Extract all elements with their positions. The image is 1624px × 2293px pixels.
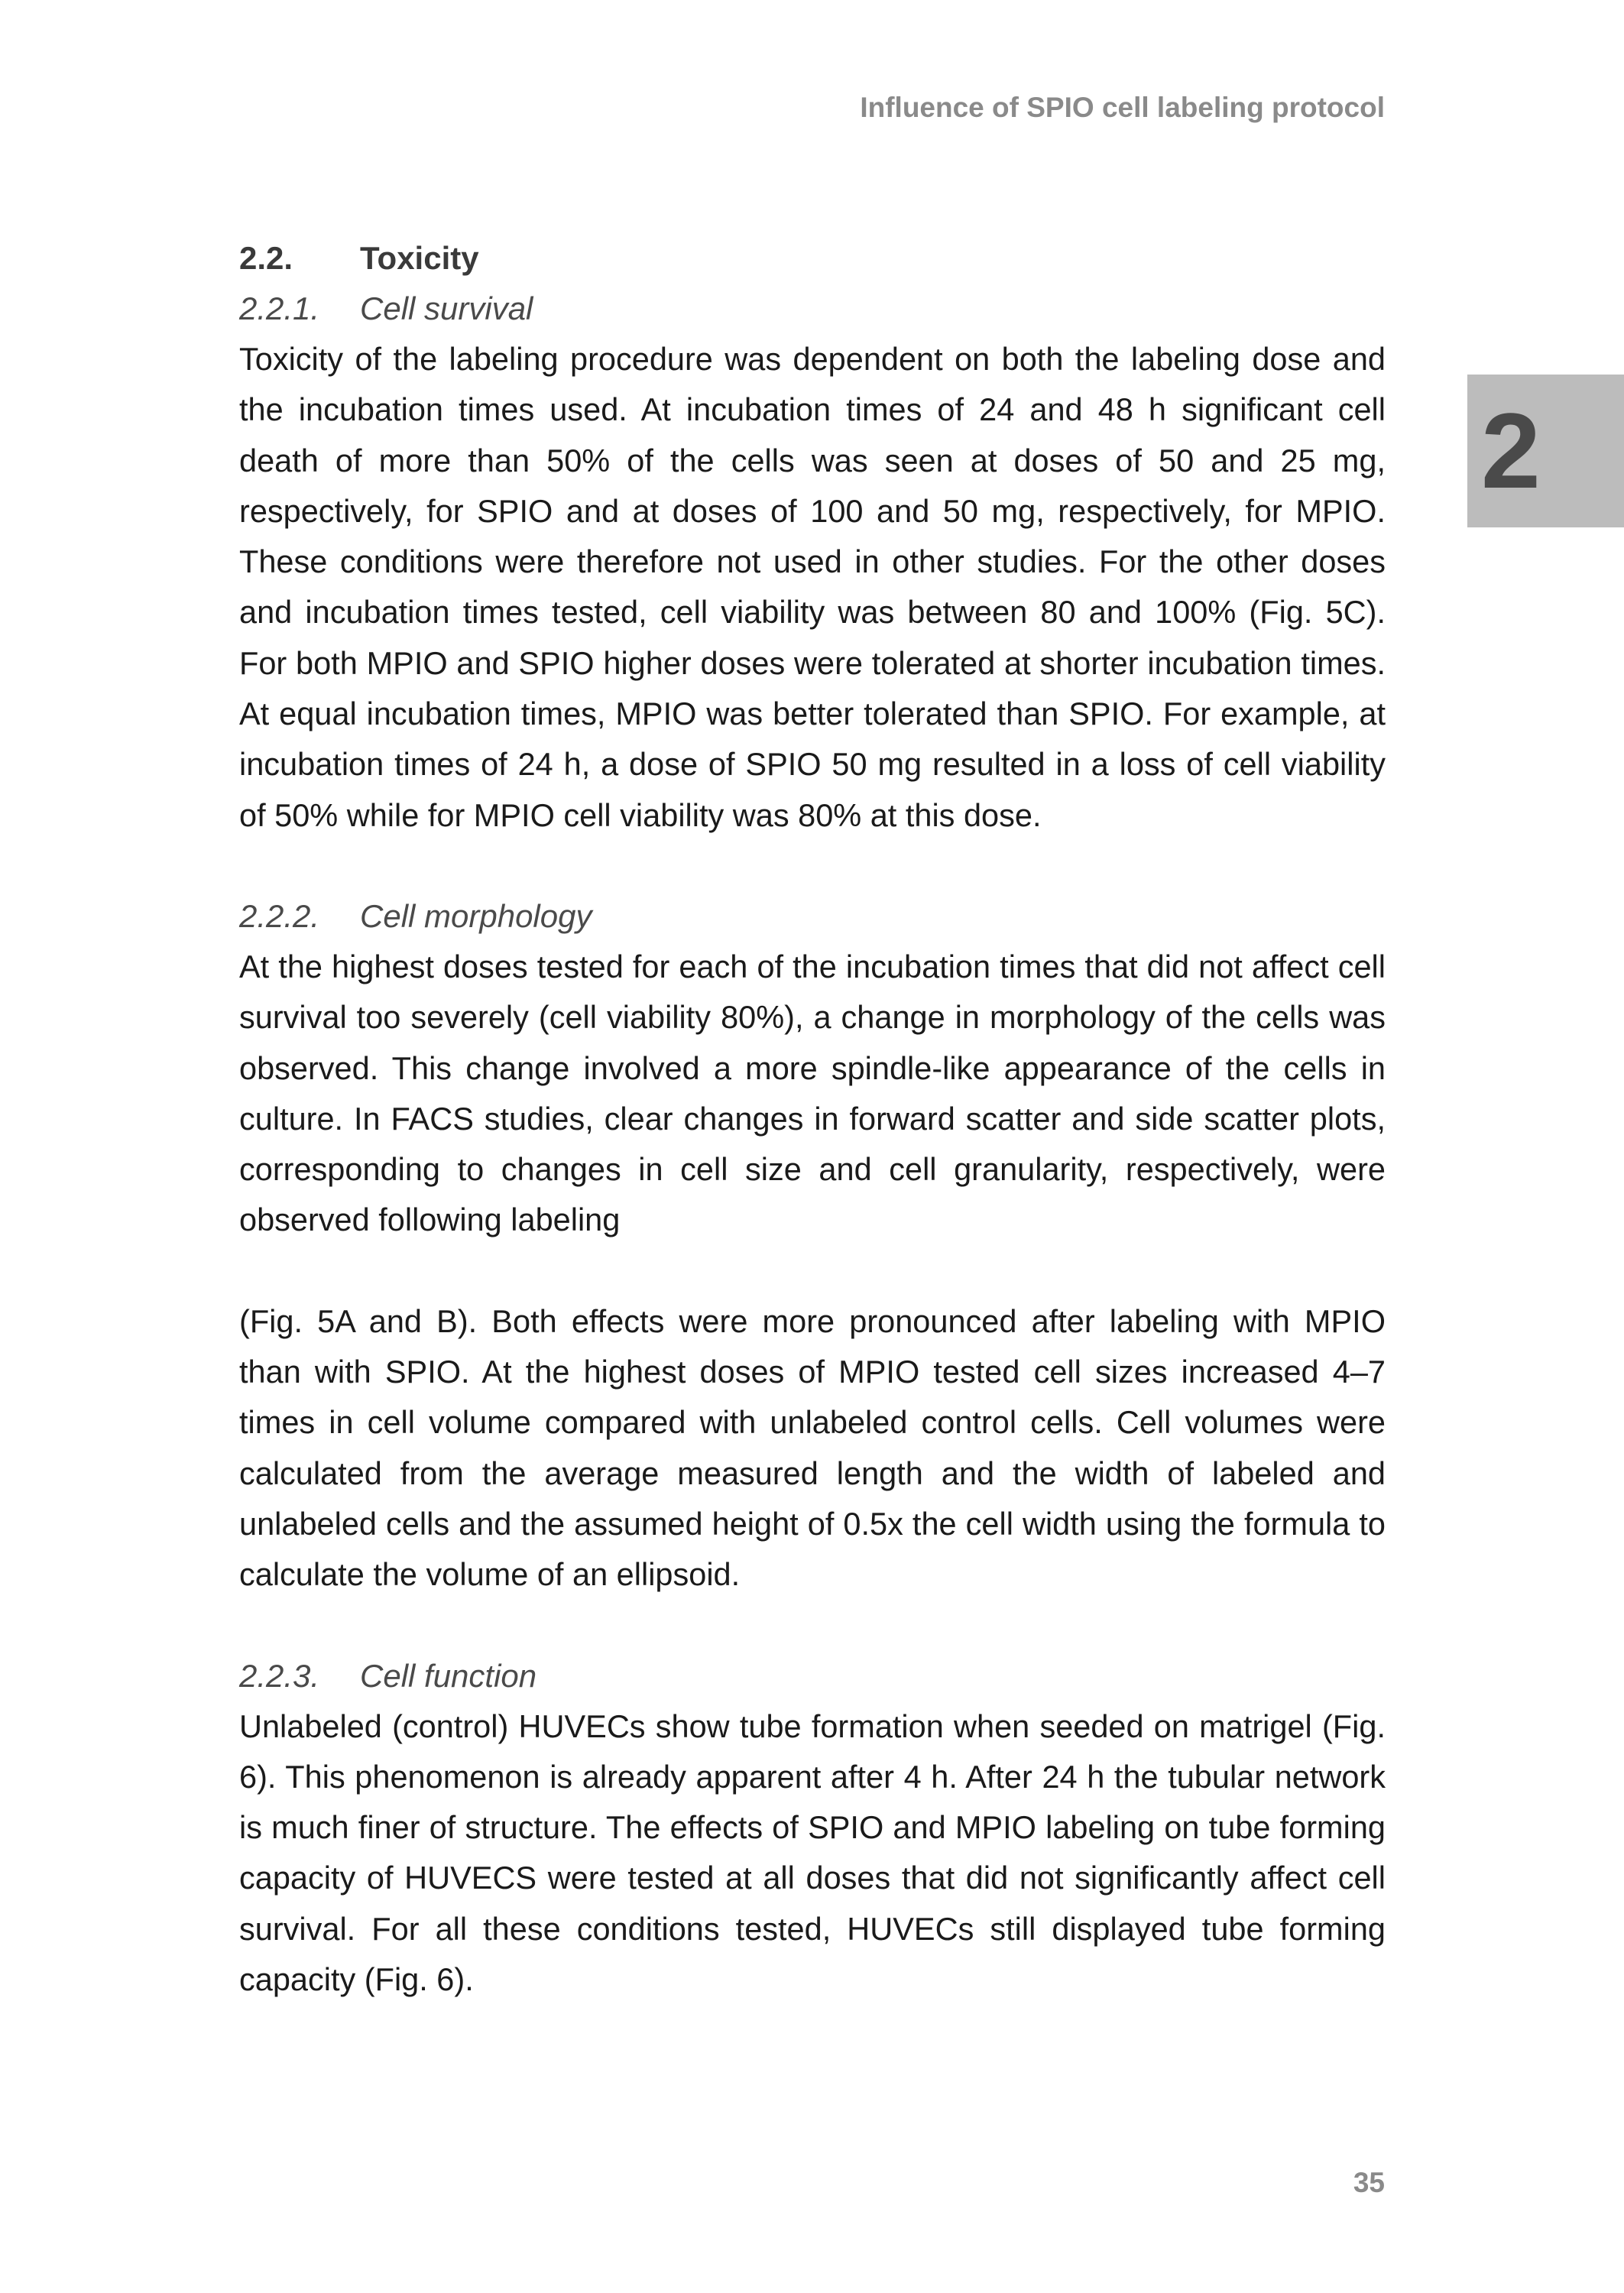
paragraph-cell-morphology-2: (Fig. 5A and B). Both effects were more pronounced after labeling with MPIO than with SPIO. At the highest doses of MPIO tested cell sizes increased 4–7 times in cell volume compared with unlabeled control cells. Cell volumes were calculated from the average measured length and the width of labeled and unlabeled cells and the assumed height of 0.5x the cell width using the formula to calculate the volume of an ellipsoid. [239, 1302, 1386, 1593]
subsection-number: 2.2.2. [239, 897, 320, 934]
subsection-title: Cell morphology [360, 897, 592, 934]
section-heading [239, 233, 1386, 284]
paragraph-cell-morphology-1: At the highest doses tested for each of the incubation times that did not affect cell survival too severely (cell viability 80%), a change in morphology of the cells was observed. This change involved a more spindle-like appearance of the cells in culture. In FACS studies, clear changes in forward scatter and side scatter plots, corresponding to changes in cell size and cell granularity, respectively, were observed following labeling [239, 948, 1386, 1238]
subsection-title: Cell function [360, 1657, 537, 1694]
subsection-heading-cell-morphology [239, 891, 1386, 942]
subsection-number: 2.2.1. [239, 290, 320, 326]
chapter-tab-number: 2 [1481, 391, 1541, 511]
paragraph-cell-survival: Toxicity of the labeling procedure was dependent on both the labeling dose and the incubation times used. At incubation times of 24 and 48 h significant cell death of more than 50% of the cells was seen at doses of 50 and 25 mg, respectively, for SPIO and at doses of 100 and 50 mg, respectively, for MPIO. These conditions were therefore not used in other studies. For the other doses and incubation times tested, cell viability was between 80 and 100% (Fig. 5C). For both MPIO and SPIO higher doses were tolerated at shorter incubation times. At equal incubation times, MPIO was better tolerated than SPIO. For example, at incubation times of 24 h, a dose of SPIO 50 mg resulted in a loss of cell viability of 50% while for MPIO cell viability was 80% at this dose. [239, 341, 1386, 833]
page-body [239, 233, 1386, 2005]
spacer [239, 1601, 1386, 1651]
subsection-heading-cell-survival [239, 284, 1386, 334]
chapter-tab [1467, 375, 1624, 527]
subsection-number: 2.2.3. [239, 1657, 320, 1694]
spacer [239, 1246, 1386, 1296]
running-header: Influence of SPIO cell labeling protocol [860, 92, 1385, 123]
section-title: Toxicity [360, 240, 479, 276]
paragraph-cell-function: Unlabeled (control) HUVECs show tube formation when seeded on matrigel (Fig. 6). This phenomenon is already apparent after 4 h. After 24 h the tubular network is much finer of structure. The effects of SPIO and MPIO labeling on tube forming capacity of HUVECS were tested at all doses that did not significantly affect cell survival. For all these conditions tested, HUVECs still displayed tube forming capacity (Fig. 6). [239, 1708, 1386, 1998]
subsection-heading-cell-function [239, 1651, 1386, 1701]
subsection-title: Cell survival [360, 290, 533, 326]
spacer [239, 841, 1386, 891]
page-number: 35 [1353, 2167, 1385, 2198]
section-number: 2.2. [239, 240, 293, 276]
